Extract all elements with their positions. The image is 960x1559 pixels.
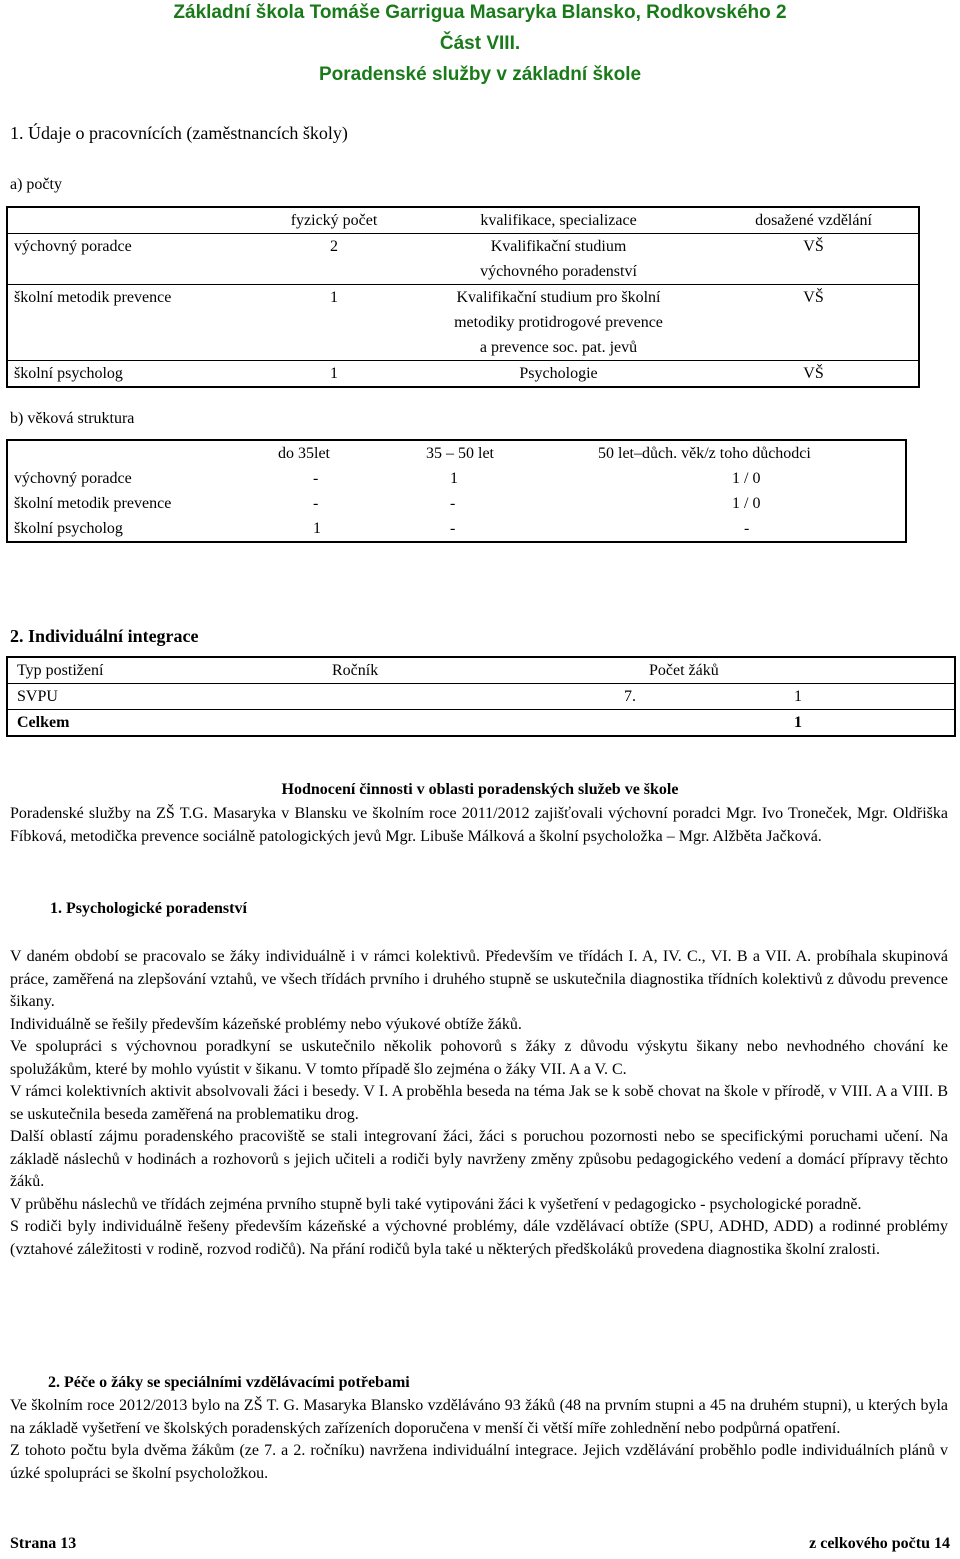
header-cell: Počet žáků [649,662,719,679]
header-cell: 35 – 50 let [426,445,494,462]
qualification-line: Kvalifikační studium [490,238,627,255]
paragraph: V průběhu náslechů ve třídách zejména prvního stupně byli také vytipováni žáci k vyšetření v pedagogicko - psychologické poradně. [10,1195,862,1213]
total-label: Celkem [17,714,70,731]
header-cell: do 35let [278,445,330,462]
value-cell: - [450,495,456,512]
count-cell: 1 [330,289,338,306]
value-cell: - [744,520,750,537]
header-cell: fyzický počet [290,212,378,229]
role-cell: školní metodik prevence [14,495,172,512]
school-name-header: Základní škola Tomáše Garrigua Masaryka Blansko, Rodkovského 2 [173,2,787,23]
qualification-line: a prevence soc. pat. jevů [479,339,638,356]
table-row [7,234,919,285]
table-header-row [7,657,955,684]
paragraph: Ve školním roce 2012/2013 bylo na ZŠ T. G. Masaryka Blansko vzděláváno 93 žáků (48 na prvním stupni a 45 na druhém stupni), u kterých byla na základě vyšetření ve školských poradenských zařízeních doporučena v menší či větší míře zohlednění nebo podpůrná opatření. [10,1397,948,1437]
header-cell [7,207,260,234]
value-cell: 1 [313,520,321,537]
special-needs-heading: 2. Péče o žáky se speciálními vzdělávacími potřebami [48,1374,410,1391]
table-header-row [7,440,906,466]
value-cell: - [450,520,456,537]
count-cell: 1 [330,365,338,382]
psych-counseling-heading: 1. Psychologické poradenství [50,900,247,917]
evaluation-heading: Hodnocení činnosti v oblasti poradenských služeb ve škole [281,781,679,798]
header-cell [7,440,270,466]
paragraph: Z tohoto počtu byla dvěma žákům (ze 7. a 2. ročníku) navržena individuální integrace. Jejich vzdělávání proběhlo podle individuálních plánů v úzké spolupráci se školní psycholožkou. [10,1442,948,1482]
count-cell: 2 [330,238,338,255]
evaluation-intro: Poradenské služby na ZŠ T.G. Masaryka v Blansku ve školním roce 2011/2012 zajišťovali výchovní poradci Mgr. Ivo Troneček, Mgr. Oldřiška Fíbková, metodička prevence sociálně patologických jevů Mgr. Libuše Málková a školní psycholožka – Mgr. Alžběta Jačková. [10,805,948,845]
paragraph: Další oblastí zájmu poradenského pracoviště se stali integrovaní žáci, žáci s poruchou pozornosti nebo se specifickými poruchami učení. Na základě náslechů v hodinách a rozhovorů s jejich učiteli a rodiči byly navrženy změny způsobu pedagogického vedení a domácí přípravy těchto žáků. [10,1128,948,1190]
type-cell: SVPU [17,688,58,705]
age-structure-label: b) věková struktura [10,410,135,427]
role-cell: výchovný poradce [14,470,132,487]
qualification-cell [408,285,709,361]
value-cell: 1 [450,470,458,487]
section2-heading: 2. Individuální integrace [10,626,199,646]
table-header-row [7,207,919,234]
header-cell: kvalifikace, specializace [480,212,637,229]
header-cell: Typ postižení [17,662,104,679]
qualification-line: metodiky protidrogové prevence [454,314,663,331]
header-cell: Ročník [332,662,379,679]
qualification-cell [408,361,709,388]
page-title: Poradenské služby v základní škole [318,64,642,85]
paragraph: Ve spolupráci s výchovnou poradkyní se uskutečnilo několik pohovorů s žáky z důvodu výskytu šikany nebo nevhodného chování ke spolužákům, které by mohlo vyústit v šikanu. V tomto případě šlo zejména o žáky VII. A a V. C. [10,1038,948,1078]
education-cell: VŠ [803,365,824,382]
qualification-line: Kvalifikační studium pro školní [456,289,661,306]
qualification-cell [408,234,709,285]
header-cell: dosažené vzdělání [755,212,872,229]
paragraph: S rodiči byly individuálně řešeny především kázeňské a výchovné problémy, dále vzdělávací obtíže (SPU, ADHD, ADD) a rodinné problémy (vztahové záležitosti v rodině, rozvod rodičů). Na přání rodičů byla také u některých předškoláků provedena diagnostika školní zralosti. [10,1218,948,1258]
role-cell: školní psycholog [14,365,123,382]
staff-counts-table [6,206,920,388]
table-row [7,491,906,516]
role-cell: školní metodik prevence [14,289,172,306]
value-cell: 1 / 0 [732,470,761,487]
empty-cell [323,710,640,737]
role-cell: školní psycholog [14,520,123,537]
table-row [7,285,919,361]
value-cell: - [313,470,319,487]
role-cell: výchovný poradce [14,238,132,255]
qualification-line: výchovného poradenství [480,263,637,280]
page-total: z celkového počtu 14 [809,1535,950,1552]
qualification-line: Psychologie [519,365,598,382]
table-row [7,361,919,388]
education-cell: VŠ [803,289,824,306]
paragraph: V rámci kolektivních aktivit absolvovali žáci i besedy. V I. A proběhla beseda na téma Jak se k sobě chovat na škole v přírodě, v VIII. A a VIII. B se uskutečnila beseda zaměřená na problematiku drog. [10,1083,948,1123]
table-row [7,516,906,542]
header-cell: 50 let–důch. věk/z toho důchodci [598,445,811,462]
total-value: 1 [794,714,802,731]
value-cell: 1 / 0 [732,495,761,512]
count-cell: 1 [794,688,802,705]
paragraph: Individuálně se řešily především kázeňské problémy nebo výukové obtíže žáků. [10,1015,522,1033]
table-row [7,684,955,710]
age-structure-table [6,439,907,543]
table-row [7,466,906,491]
grade-cell: 7. [624,688,636,705]
part-number: Část VIII. [439,33,521,54]
counts-label: a) počty [10,176,62,193]
education-cell: VŠ [803,238,824,255]
value-cell: - [313,495,319,512]
special-needs-body [10,1395,948,1485]
paragraph: V daném období se pracovalo se žáky individuálně i v rámci kolektivů. Především ve třídách I. A, IV. C., VI. B a VII. A. probíhala skupinová práce, zaměřená na zlepšování vztahů, ve všech třídách prvního i druhého stupně se uskutečnila diagnostika třídních kolektivů z důvodu prevence šikany. [10,948,948,1010]
total-row [7,710,955,737]
psych-counseling-body [10,946,948,1261]
section1-heading: 1. Údaje o pracovnících (zaměstnancích školy) [10,123,348,143]
page-number: Strana 13 [10,1535,77,1552]
integration-table [6,656,956,737]
